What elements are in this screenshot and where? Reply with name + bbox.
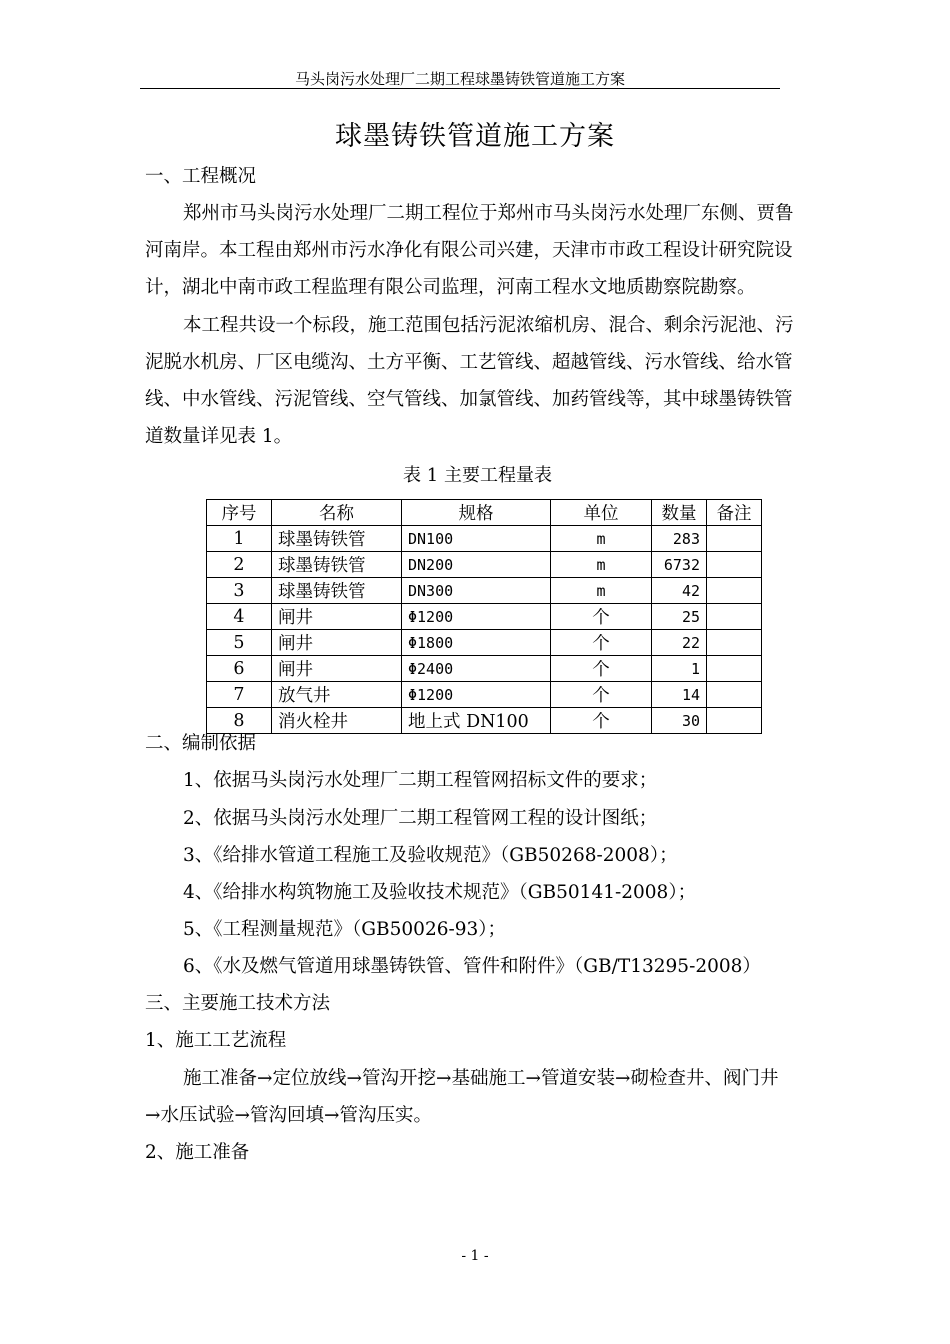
header-rule — [140, 88, 780, 89]
cell-spec: Φ1800 — [402, 630, 551, 656]
cell-no: 6 — [207, 656, 272, 682]
running-header: 马头岗污水处理厂二期工程球墨铸铁管道施工方案 — [294, 70, 625, 88]
table-row — [207, 578, 762, 604]
cell-name: 消火栓井 — [272, 708, 402, 734]
basis-item: 3、《给排水管道工程施工及验收规范》（GB50268-2008）； — [183, 845, 678, 866]
cell-no: 1 — [207, 526, 272, 552]
cell-name: 球墨铸铁管 — [272, 526, 402, 552]
col-header-name: 名称 — [272, 500, 402, 526]
cell-remark — [707, 578, 762, 604]
cell-remark — [707, 604, 762, 630]
cell-unit: 个 — [551, 656, 652, 682]
table-caption: 表 1 主要工程量表 — [403, 465, 552, 486]
cell-unit: 个 — [551, 682, 652, 708]
cell-qty: 6732 — [652, 552, 707, 578]
subsection-heading: 2、施工准备 — [145, 1142, 250, 1163]
col-header-remark: 备注 — [707, 500, 762, 526]
paragraph-line: 道数量详见表 1。 — [145, 426, 293, 447]
paragraph-line: 泥脱水机房、厂区电缆沟、土方平衡、工艺管线、超越管线、污水管线、给水管 — [145, 352, 793, 373]
paragraph-line: 郑州市马头岗污水处理厂二期工程位于郑州市马头岗污水处理厂东侧、贾鲁 — [183, 203, 794, 224]
basis-item: 6、《水及燃气管道用球墨铸铁管、管件和附件》（GB/T13295-2008） — [183, 956, 761, 977]
table-row — [207, 656, 762, 682]
section-heading-basis: 二、编制依据 — [145, 733, 257, 754]
cell-unit: m — [551, 578, 652, 604]
cell-name: 闸井 — [272, 604, 402, 630]
col-header-qty: 数量 — [652, 500, 707, 526]
cell-remark — [707, 526, 762, 552]
paragraph-line: 河南岸。本工程由郑州市污水净化有限公司兴建，天津市市政工程设计研究院设 — [145, 240, 793, 261]
cell-remark — [707, 656, 762, 682]
cell-name: 闸井 — [272, 656, 402, 682]
cell-no: 3 — [207, 578, 272, 604]
paragraph-line: 计，湖北中南市政工程监理有限公司监理，河南工程水文地质勘察院勘察。 — [145, 277, 756, 298]
cell-remark — [707, 630, 762, 656]
cell-unit: m — [551, 552, 652, 578]
section-heading-methods: 三、主要施工技术方法 — [145, 993, 331, 1014]
col-header-unit: 单位 — [551, 500, 652, 526]
cell-remark — [707, 708, 762, 734]
cell-name: 闸井 — [272, 630, 402, 656]
cell-remark — [707, 552, 762, 578]
table-row — [207, 526, 762, 552]
basis-item: 2、依据马头岗污水处理厂二期工程管网工程的设计图纸； — [183, 808, 658, 829]
table-header-row — [207, 500, 762, 526]
col-header-spec: 规格 — [402, 500, 551, 526]
section-heading-overview: 一、工程概况 — [145, 166, 257, 187]
paragraph-line: 线、中水管线、污泥管线、空气管线、加氯管线、加药管线等，其中球墨铸铁管 — [145, 389, 793, 410]
cell-qty: 14 — [652, 682, 707, 708]
basis-item: 4、《给排水构筑物施工及验收技术规范》（GB50141-2008）； — [183, 882, 697, 903]
subsection-heading: 1、施工工艺流程 — [145, 1030, 287, 1051]
cell-qty: 22 — [652, 630, 707, 656]
cell-spec: 地上式 DN100 — [402, 708, 551, 734]
cell-spec: DN100 — [402, 526, 551, 552]
col-header-no: 序号 — [207, 500, 272, 526]
cell-qty: 30 — [652, 708, 707, 734]
cell-spec: DN200 — [402, 552, 551, 578]
cell-qty: 25 — [652, 604, 707, 630]
cell-unit: 个 — [551, 604, 652, 630]
cell-name: 球墨铸铁管 — [272, 578, 402, 604]
cell-qty: 283 — [652, 526, 707, 552]
cell-qty: 42 — [652, 578, 707, 604]
quantity-table — [206, 499, 762, 734]
cell-no: 5 — [207, 630, 272, 656]
table-row — [207, 630, 762, 656]
table-row — [207, 682, 762, 708]
cell-name: 放气井 — [272, 682, 402, 708]
cell-spec: Φ1200 — [402, 604, 551, 630]
cell-spec: Φ1200 — [402, 682, 551, 708]
cell-spec: DN300 — [402, 578, 551, 604]
basis-item: 1、依据马头岗污水处理厂二期工程管网招标文件的要求； — [183, 770, 658, 791]
cell-unit: 个 — [551, 708, 652, 734]
cell-no: 4 — [207, 604, 272, 630]
basis-item: 5、《工程测量规范》（GB50026-93）； — [183, 919, 507, 940]
page-number: - 1 - — [461, 1248, 489, 1264]
table-row — [207, 604, 762, 630]
process-flow-line: →水压试验→管沟回填→管沟压实。 — [145, 1105, 433, 1126]
cell-no: 8 — [207, 708, 272, 734]
table-row — [207, 552, 762, 578]
paragraph-line: 本工程共设一个标段，施工范围包括污泥浓缩机房、混合、剩余污泥池、污 — [183, 315, 794, 336]
process-flow-line: 施工准备→定位放线→管沟开挖→基础施工→管道安装→砌检查井、阀门井 — [183, 1068, 779, 1089]
cell-unit: 个 — [551, 630, 652, 656]
cell-qty: 1 — [652, 656, 707, 682]
cell-unit: m — [551, 526, 652, 552]
cell-name: 球墨铸铁管 — [272, 552, 402, 578]
cell-remark — [707, 682, 762, 708]
cell-no: 2 — [207, 552, 272, 578]
document-title: 球墨铸铁管道施工方案 — [335, 121, 615, 152]
cell-no: 7 — [207, 682, 272, 708]
cell-spec: Φ2400 — [402, 656, 551, 682]
table-row — [207, 708, 762, 734]
